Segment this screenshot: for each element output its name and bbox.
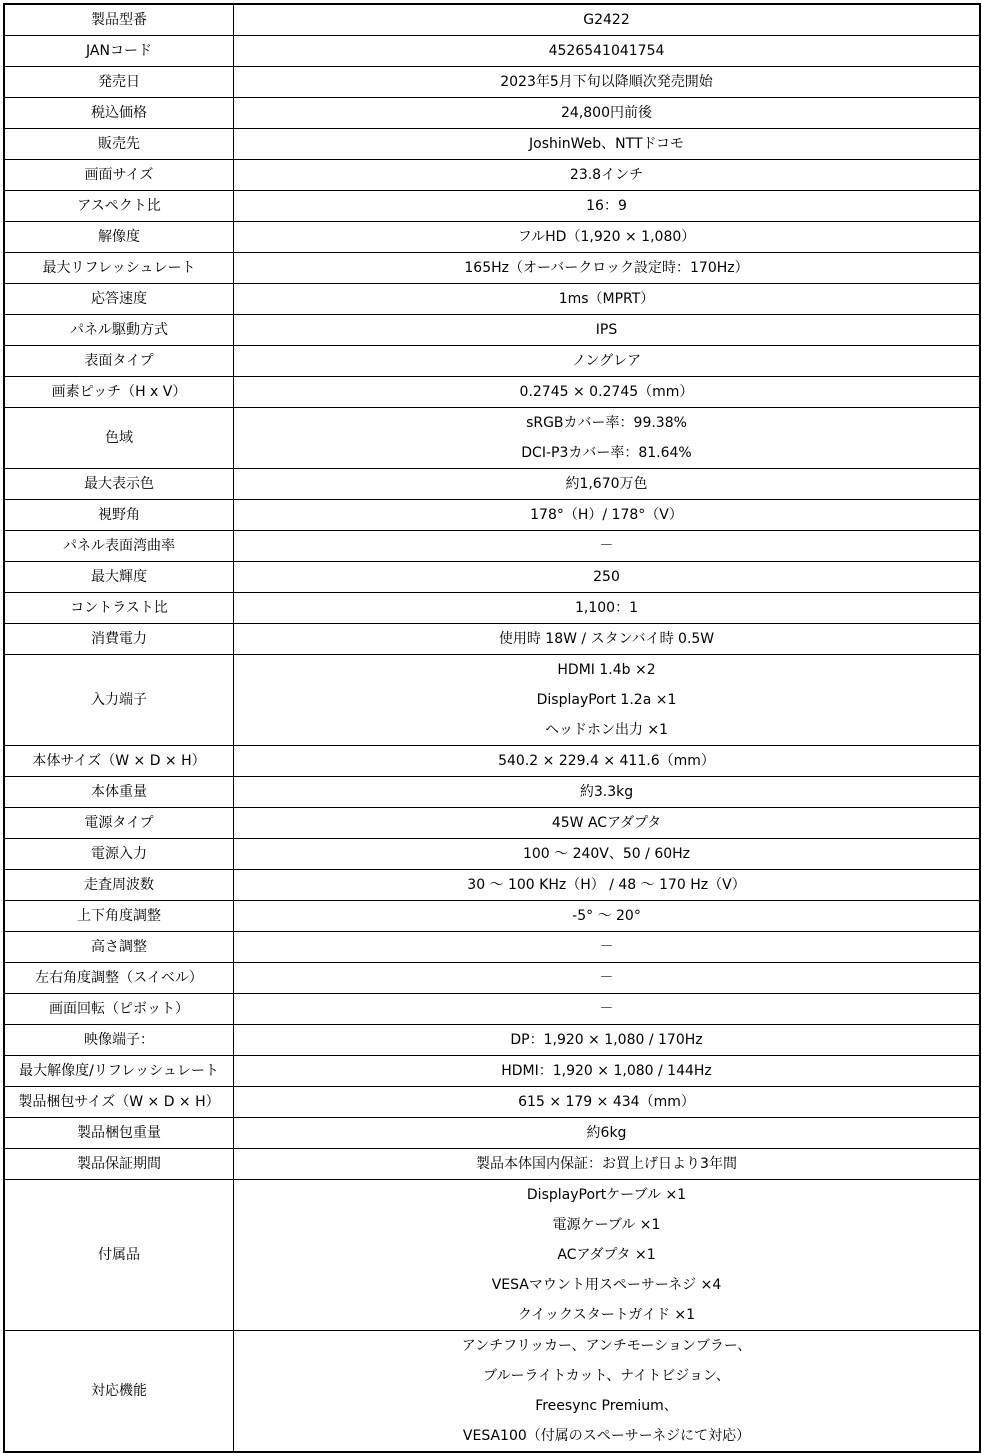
spec-row: [4, 901, 980, 932]
spec-row: [4, 746, 980, 777]
spec-row: [4, 98, 980, 129]
spec-value: [234, 901, 981, 932]
spec-value: [234, 870, 981, 901]
spec-row: [4, 1056, 980, 1087]
spec-label: パネル表面湾曲率: [4, 531, 234, 562]
spec-label: 消費電力: [4, 624, 234, 655]
spec-value: [234, 36, 981, 67]
spec-label: 表面タイプ: [4, 346, 234, 377]
spec-row: [4, 36, 980, 67]
spec-value: [234, 932, 981, 963]
spec-value-line: sRGBカバー率：99.38%: [526, 415, 687, 431]
spec-label: 製品梱包サイズ（W × D × H）: [4, 1087, 234, 1118]
spec-value: [234, 963, 981, 994]
spec-row: [4, 191, 980, 222]
spec-value: [234, 408, 981, 469]
spec-label: 電源タイプ: [4, 808, 234, 839]
spec-row: [4, 253, 980, 284]
spec-value-line: 23.8インチ: [569, 167, 644, 183]
spec-row: [4, 377, 980, 408]
spec-value-line: 1ms（MPRT）: [558, 291, 655, 307]
spec-value-line: 540.2 × 229.4 × 411.6（mm）: [498, 753, 715, 769]
spec-label: アスペクト比: [4, 191, 234, 222]
spec-value-line: DisplayPort 1.2a ×1: [536, 692, 677, 708]
spec-row: [4, 1149, 980, 1180]
spec-row: [4, 222, 980, 253]
spec-value: [234, 1180, 981, 1331]
spec-row: [4, 839, 980, 870]
spec-row: [4, 932, 980, 963]
spec-row: [4, 963, 980, 994]
spec-label: 画面回転（ピボット）: [4, 994, 234, 1025]
spec-value: [234, 284, 981, 315]
spec-value: [234, 808, 981, 839]
spec-label: 入力端子: [4, 655, 234, 746]
spec-label: 販売先: [4, 129, 234, 160]
spec-label: 電源入力: [4, 839, 234, 870]
spec-value-line: ACアダプタ ×1: [557, 1247, 656, 1263]
spec-row: [4, 4, 980, 36]
spec-row: [4, 562, 980, 593]
spec-row: [4, 1025, 980, 1056]
spec-label: 応答速度: [4, 284, 234, 315]
spec-value-line: Freesync Premium、: [535, 1398, 678, 1414]
spec-value-line: 165Hz（オーバークロック設定時：170Hz）: [464, 260, 749, 276]
spec-value-line: ブルーライトカット、ナイトビジョン、: [483, 1368, 730, 1384]
spec-label: 最大表示色: [4, 469, 234, 500]
spec-label: 上下角度調整: [4, 901, 234, 932]
spec-label: 画素ピッチ（H x V）: [4, 377, 234, 408]
spec-row: [4, 469, 980, 500]
spec-value-line: ヘッドホン出力 ×1: [544, 722, 669, 738]
spec-row: [4, 1087, 980, 1118]
spec-value-line: 30 ～ 100 KHz（H） / 48 ～ 170 Hz（V）: [467, 877, 746, 893]
spec-value-line: JoshinWeb、NTTドコモ: [529, 136, 684, 152]
spec-label: JANコード: [4, 36, 234, 67]
spec-row: [4, 994, 980, 1025]
spec-value-line: DP：1,920 × 1,080 / 170Hz: [510, 1032, 703, 1048]
spec-label: コントラスト比: [4, 593, 234, 624]
spec-value: [234, 191, 981, 222]
spec-row: [4, 160, 980, 191]
spec-value-line: －: [599, 939, 614, 955]
spec-value-line: 615 × 179 × 434（mm）: [518, 1094, 695, 1110]
spec-value-line: IPS: [595, 322, 618, 338]
spec-label: 税込価格: [4, 98, 234, 129]
spec-value-line: -5° ～ 20°: [572, 908, 641, 924]
spec-value: [234, 1118, 981, 1149]
spec-value: [234, 129, 981, 160]
spec-value: [234, 253, 981, 284]
spec-value-line: 100 ～ 240V、50 / 60Hz: [522, 846, 691, 862]
spec-label: 高さ調整: [4, 932, 234, 963]
spec-row: [4, 531, 980, 562]
spec-row: [4, 655, 980, 746]
spec-value-line: HDMI：1,920 × 1,080 / 144Hz: [501, 1063, 712, 1079]
spec-value: [234, 346, 981, 377]
spec-row: [4, 777, 980, 808]
spec-value: [234, 1087, 981, 1118]
spec-label: 対応機能: [4, 1331, 234, 1453]
spec-label: 色域: [4, 408, 234, 469]
spec-value-line: クイックスタートガイド ×1: [517, 1307, 696, 1323]
spec-table-body: [4, 4, 980, 1452]
spec-value: [234, 1331, 981, 1453]
spec-value: [234, 315, 981, 346]
spec-value-line: －: [599, 1001, 614, 1017]
spec-value-line: 24,800円前後: [561, 105, 652, 121]
spec-value-line: 約3.3kg: [579, 784, 634, 800]
spec-label: 画面サイズ: [4, 160, 234, 191]
spec-row: [4, 1118, 980, 1149]
spec-row: [4, 1331, 980, 1453]
spec-label: 製品梱包重量: [4, 1118, 234, 1149]
spec-value-line: 使用時 18W / スタンバイ時 0.5W: [498, 631, 715, 647]
spec-value: [234, 593, 981, 624]
spec-value: [234, 1149, 981, 1180]
spec-row: [4, 284, 980, 315]
spec-value-line: ノングレア: [571, 353, 642, 369]
spec-label: 左右角度調整（スイベル）: [4, 963, 234, 994]
spec-row: [4, 67, 980, 98]
spec-row: [4, 408, 980, 469]
spec-value: [234, 624, 981, 655]
spec-value-line: 250: [593, 569, 620, 585]
spec-value-line: 178°（H）/ 178°（V）: [530, 507, 683, 523]
spec-value: [234, 4, 981, 36]
spec-value-line: 1,100：1: [575, 600, 638, 616]
spec-label: 映像端子：: [4, 1025, 234, 1056]
spec-value-line: －: [599, 970, 614, 986]
spec-label: 解像度: [4, 222, 234, 253]
spec-value: [234, 377, 981, 408]
spec-value-line: VESA100（付属のスペーサーネジにて対応）: [462, 1428, 751, 1444]
spec-label: パネル駆動方式: [4, 315, 234, 346]
spec-value: [234, 222, 981, 253]
spec-row: [4, 870, 980, 901]
spec-value-line: 2023年5月下旬以降順次発売開始: [500, 74, 713, 90]
spec-value: [234, 777, 981, 808]
spec-label: 本体重量: [4, 777, 234, 808]
spec-label: 最大解像度/リフレッシュレート: [4, 1056, 234, 1087]
spec-row: [4, 315, 980, 346]
spec-value: [234, 98, 981, 129]
spec-value-line: 約1,670万色: [565, 476, 648, 492]
spec-value: [234, 562, 981, 593]
spec-value-line: フルHD（1,920 × 1,080）: [517, 229, 696, 245]
spec-value: [234, 531, 981, 562]
spec-table: [3, 3, 981, 1453]
spec-value: [234, 746, 981, 777]
spec-value-line: 約6kg: [586, 1125, 627, 1141]
spec-value-line: DCI-P3カバー率：81.64%: [521, 445, 692, 461]
spec-value: [234, 160, 981, 191]
spec-label: 最大リフレッシュレート: [4, 253, 234, 284]
spec-label: 付属品: [4, 1180, 234, 1331]
spec-value: [234, 469, 981, 500]
spec-row: [4, 129, 980, 160]
spec-label: 視野角: [4, 500, 234, 531]
spec-label: 発売日: [4, 67, 234, 98]
spec-value: [234, 67, 981, 98]
spec-value-line: DisplayPortケーブル ×1: [526, 1187, 687, 1203]
spec-value-line: －: [599, 538, 614, 554]
spec-value-line: 0.2745 × 0.2745（mm）: [519, 384, 694, 400]
spec-value: [234, 655, 981, 746]
spec-value-line: 16：9: [586, 198, 627, 214]
spec-value-line: 電源ケーブル ×1: [552, 1217, 661, 1233]
spec-value: [234, 500, 981, 531]
spec-row: [4, 500, 980, 531]
spec-label: 本体サイズ（W × D × H）: [4, 746, 234, 777]
spec-value: [234, 839, 981, 870]
spec-row: [4, 808, 980, 839]
spec-value-line: 4526541041754: [548, 43, 665, 59]
spec-value: [234, 994, 981, 1025]
spec-row: [4, 593, 980, 624]
spec-row: [4, 346, 980, 377]
spec-value: [234, 1056, 981, 1087]
spec-value: [234, 1025, 981, 1056]
spec-row: [4, 1180, 980, 1331]
spec-value-line: 45W ACアダプタ: [551, 815, 662, 831]
spec-label: 最大輝度: [4, 562, 234, 593]
spec-value-line: アンチフリッカー、アンチモーションブラー、: [461, 1338, 752, 1354]
spec-value-line: G2422: [583, 12, 630, 28]
spec-value-line: 製品本体国内保証：お買上げ日より3年間: [476, 1156, 737, 1172]
spec-label: 走査周波数: [4, 870, 234, 901]
spec-value-line: HDMI 1.4b ×2: [557, 662, 656, 678]
spec-label: 製品型番: [4, 4, 234, 36]
spec-label: 製品保証期間: [4, 1149, 234, 1180]
spec-value-line: VESAマウント用スペーサーネジ ×4: [491, 1277, 722, 1293]
spec-row: [4, 624, 980, 655]
